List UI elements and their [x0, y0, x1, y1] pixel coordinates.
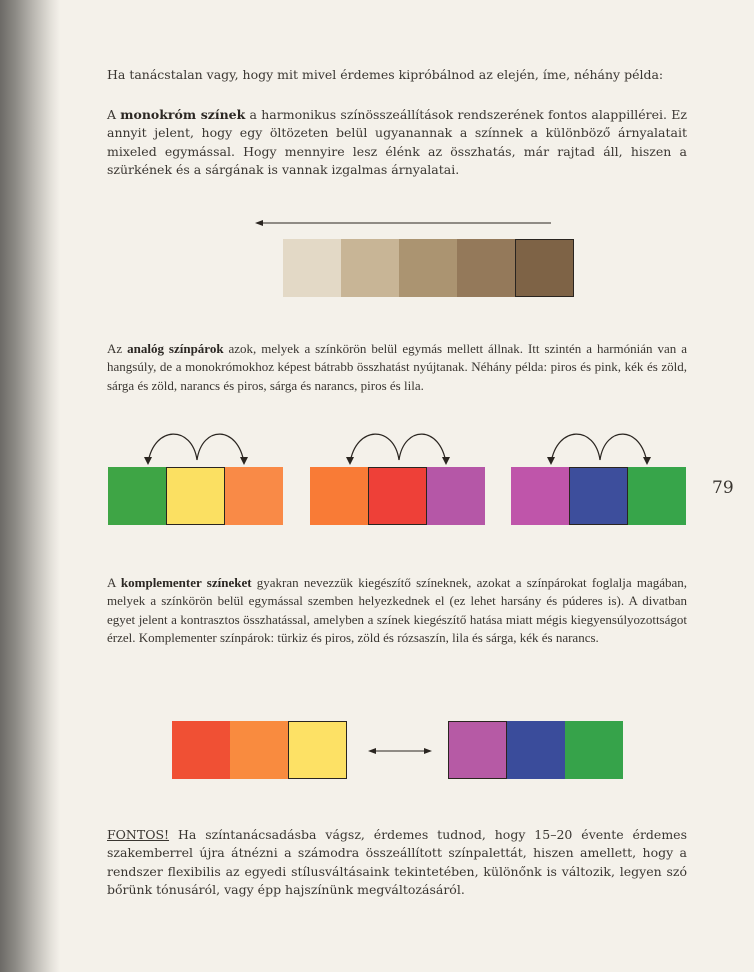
- comp-right-swatch-1: [448, 721, 507, 779]
- analog-1-swatch-2: [166, 467, 225, 525]
- analog-term: analóg színpárok: [127, 341, 224, 356]
- analog-swatch-group-1: [108, 467, 283, 525]
- mono-swatch-4: [457, 239, 515, 297]
- comp-right-swatch-3: [565, 721, 623, 779]
- monochrome-paragraph: A monokróm színek a harmonikus színösszeállítások rendszerének fontos alappillérei. Ez annyit jelent, hogy egy öltözeten belül ugyanannak a színnek a különböző árnyalatait mixeled egymással. Hogy mennyire lesz élénk az összhatás, már rajtad áll, hiszen a szürkének és a sárgának is vannak izgalmas árnyalatai.: [107, 107, 687, 178]
- double-arrow-icon: [368, 746, 432, 756]
- book-spine-shadow: [0, 0, 60, 972]
- comp-left-swatch-3: [288, 721, 347, 779]
- mono-swatch-3: [399, 239, 457, 297]
- complementary-left-swatch-row: [172, 721, 347, 779]
- mono-swatch-1: [283, 239, 341, 297]
- monochrome-term: monokróm színek: [120, 107, 246, 122]
- complementary-paragraph: A komplementer színeket gyakran nevezzük kiegészítő színeknek, azokat a színpárokat foglalja magában, melyek a színkörön belül egymással szemben helyezkednek el (ez lehet harsány és púderes is). A divatban egyet jelent a kontrasztos összhatással, amelyben a színek kiegészítő hatása miatt mégis kiegyensúlyozottságot érzel. Komplementer színpárok: türkiz és piros, zöld és rózsaszín, lila és sárga, kék és narancs.: [107, 575, 688, 646]
- analog-2-swatch-2: [368, 467, 427, 525]
- comp-left-swatch-1: [172, 721, 230, 779]
- complementary-right-swatch-row: [448, 721, 623, 779]
- analog-2-swatch-3: [427, 467, 485, 525]
- mono-swatch-5: [515, 239, 574, 297]
- page-number: 79: [712, 478, 734, 498]
- complementary-term: komplementer színeket: [120, 575, 252, 590]
- analog-3-swatch-2: [569, 467, 628, 525]
- analog-3-swatch-1: [511, 467, 569, 525]
- left-arrow-icon: [255, 218, 555, 228]
- comp-right-swatch-2: [507, 721, 565, 779]
- important-label: FONTOS!: [107, 827, 170, 842]
- comp-left-swatch-2: [230, 721, 288, 779]
- analog-1-swatch-3: [225, 467, 283, 525]
- analog-3-swatch-3: [628, 467, 686, 525]
- mono-swatch-2: [341, 239, 399, 297]
- monochrome-swatch-row: [283, 239, 574, 297]
- analog-paragraph: Az analóg színpárok azok, melyek a színkörön belül egymás mellett állnak. Itt szintén a harmónián van a hangsúly, de a monokrómokhoz képest bátrabb összhatást nyújtanak. Néhány példa: piros és pink, kék és zöld, sárga és zöld, narancs és piros, sárga és narancs, piros és lila.: [107, 341, 687, 393]
- analog-1-swatch-1: [108, 467, 166, 525]
- important-note: FONTOS! Ha színtanácsadásba vágsz, érdemes tudnod, hogy 15–20 évente érdemes szakemberrel újra átnézni a számodra összeállított színpalettát, hiszen amellett, hogy a rendszer flexibilis az egyedi stílusváltásaink tekintetében, különőnk is változik, legyen szó bőrünk tónusáról, vagy épp hajszínünk megváltozásáról.: [107, 827, 687, 898]
- analog-swatch-group-2: [310, 467, 485, 525]
- analog-2-swatch-1: [310, 467, 368, 525]
- analog-swatch-group-3: [511, 467, 686, 525]
- intro-paragraph: Ha tanácstalan vagy, hogy mit mivel érdemes kipróbálnod az elején, íme, néhány példa:: [107, 67, 664, 82]
